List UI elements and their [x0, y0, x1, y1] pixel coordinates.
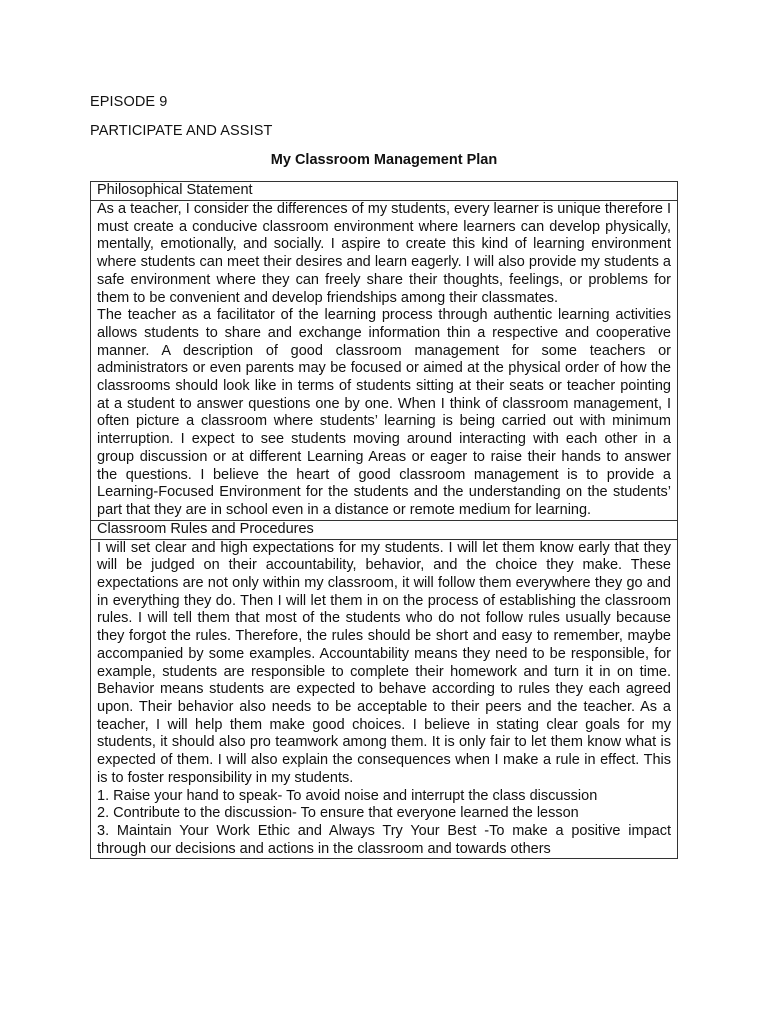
episode-label: EPISODE 9	[90, 94, 168, 110]
philosophical-paragraph-1: As a teacher, I consider the differences of my students, every learner is unique therefore I must create a conducive classroom environment where learners can develop physically, mentally, emotionally, and socially. I aspire to create this kind of learning environment where students can meet their desires and learn eagerly. I will also provide my students a safe environment where they can freely share their thoughts, feelings, or problems for them to be convenient and develop friendships among their classmates.	[97, 201, 671, 306]
rule-item-3: 3. Maintain Your Work Ethic and Always Try Your Best -To make a positive impact through our decisions and actions in the classroom and towards others	[97, 822, 671, 857]
philosophical-statement-body	[91, 201, 677, 521]
management-plan-table	[90, 181, 678, 859]
page-title: My Classroom Management Plan	[270, 152, 498, 168]
section-heading: PARTICIPATE AND ASSIST	[90, 123, 273, 139]
rules-paragraph: I will set clear and high expectations for my students. I will let them know early that they will be judged on their accountability, behavior, and the choice they make. These expectations are not only within my classroom, it will follow them everywhere they go and in everything they do. Then I will let them in on the process of establishing the classroom rules. I will tell them that most of the students who do not follow rules usually because they forgot the rules. Therefore, the rules should be short and easy to remember, maybe accompanied by some examples. Accountability means they need to be responsible, for example, students are responsible to complete their homework and turn it in on time. Behavior means students are expected to behave according to rules they each agreed upon. Their behavior also needs to be acceptable to their peers and the teacher. As a teacher, I will help them make good choices. I believe in stating clear goals for my students, it should also pro teamwork among them. It is only fair to let them know what is expected of them. I will also explain the consequences when I make a rule in effect. This is to foster responsibility in my students.	[97, 539, 671, 786]
classroom-rules-header: Classroom Rules and Procedures	[91, 521, 677, 540]
rule-item-2: 2. Contribute to the discussion- To ensure that everyone learned the lesson	[97, 805, 579, 822]
classroom-rules-body	[91, 540, 677, 859]
philosophical-statement-header: Philosophical Statement	[91, 182, 677, 201]
rule-item-1: 1. Raise your hand to speak- To avoid noise and interrupt the class discussion	[97, 787, 598, 804]
philosophical-paragraph-2: The teacher as a facilitator of the learning process through authentic learning activities allows students to share and exchange information thin a respective and cooperative manner. A description of good classroom management for some teachers or administrators or even parents may be focused or aimed at the physical order of how the classrooms should look like in terms of students sitting at their seats or teacher pointing at a student to answer questions one by one. When I think of classroom management, I often picture a classroom where students’ learning is being carried out with minimum interruption. I expect to see students moving around interacting with each other in a group discussion or at different Learning Areas or eager to raise their hands to answer the questions. I believe the heart of good classroom management is to provide a Learning-Focused Environment for the students and the understanding on the students’ part that they are in school even in a distance or remote medium for learning.	[97, 307, 671, 518]
